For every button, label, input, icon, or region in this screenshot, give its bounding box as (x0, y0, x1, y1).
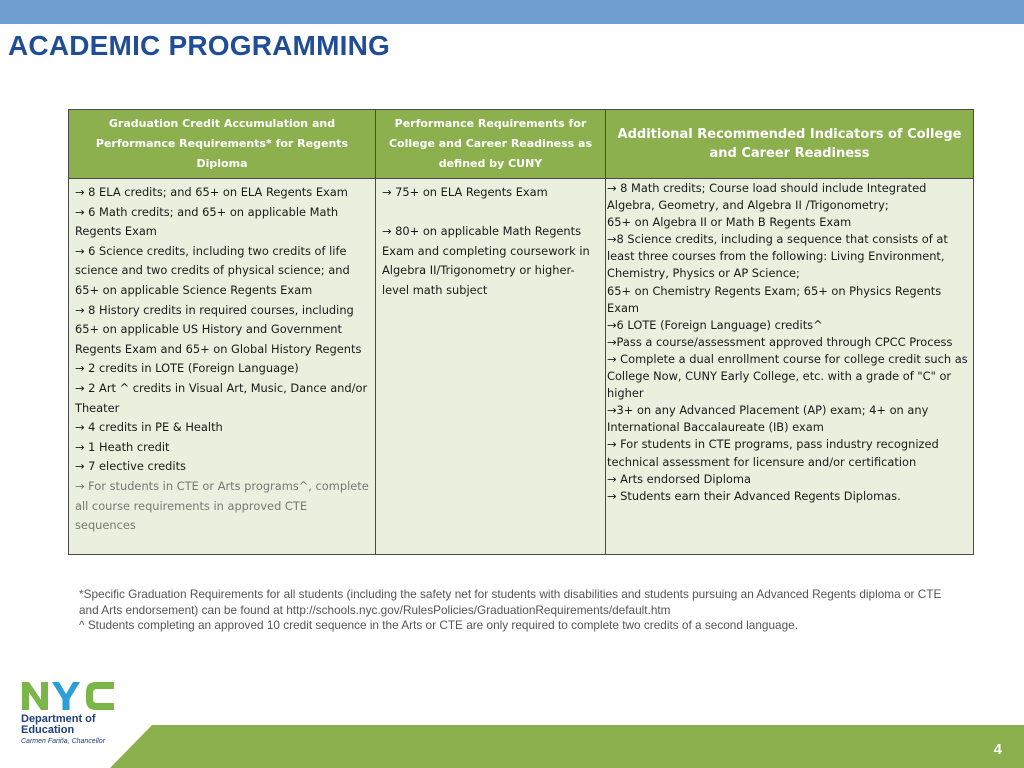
requirement-item: → 6 Science credits, including two credits of life science and two credits of physical science; and 65+ on applicable Science Regents Exam (75, 243, 350, 297)
requirement-item: → 2 credits in LOTE (Foreign Language) (75, 361, 299, 376)
requirement-item: → 6 Math credits; and 65+ on applicable Math Regents Exam (75, 204, 339, 239)
indicator-item: → Arts endorsed Diploma (607, 471, 751, 486)
header-regents-diploma: Graduation Credit Accumulation and Performance Requirements* for Regents Diploma (69, 110, 376, 179)
nyc-wordmark-icon (20, 680, 120, 712)
requirements-table (68, 109, 974, 555)
requirement-item: → 4 credits in PE & Health (75, 420, 223, 435)
requirement-item: → 8 History credits in required courses, including 65+ on applicable US History and Government Regents Exam and 65+ on Global History Regents (75, 302, 362, 356)
table-row (69, 179, 974, 555)
requirement-item: → 2 Art ^ credits in Visual Art, Music, Dance and/or Theater (75, 380, 368, 415)
indicator-item: →8 Science credits, including a sequence that consists of at least three courses from the following: Living Environment, Chemistry, Physics or AP Science; (607, 232, 948, 281)
requirement-item: → 80+ on applicable Math Regents Exam and completing coursework in Algebra II/Trigonometry or higher-level math subject (382, 224, 590, 297)
additional-indicators-cell (606, 179, 974, 555)
indicator-item: 65+ on Chemistry Regents Exam; 65+ on Physics Regents Exam (607, 283, 942, 315)
requirement-item: → 7 elective credits (75, 459, 186, 474)
footnote-graduation-requirements: *Specific Graduation Requirements for all students (including the safety net for students with disabilities and students pursuing an Advanced Regents diploma or CTE and Arts endorsement) can be found at http://schools.nyc.gov/RulesPolicies/GraduationRequirements/default.htm (79, 587, 942, 617)
spacer (382, 203, 599, 223)
requirement-item: → 8 ELA credits; and 65+ on ELA Regents Exam (75, 185, 348, 199)
footnotes (79, 587, 959, 634)
indicator-item: → Complete a dual enrollment course for college credit such as College Now, CUNY Early College, etc. with a grade of "C" or higher (607, 351, 968, 401)
header-additional-indicators: Additional Recommended Indicators of College and Career Readiness (606, 110, 974, 179)
department-name: Department of Education (21, 713, 96, 736)
chancellor-name: Carmen Fariña, Chancellor (21, 738, 106, 745)
footnote-second-language: ^ Students completing an approved 10 credit sequence in the Arts or CTE are only required to complete two credits of a second language. (79, 618, 799, 632)
table-header-row (69, 110, 974, 179)
indicator-item: → Students earn their Advanced Regents Diplomas. (607, 488, 901, 503)
indicator-item: →Pass a course/assessment approved through CPCC Process (607, 334, 953, 349)
indicator-item: → 8 Math credits; Course load should include Integrated Algebra, Geometry, and Algebra II /Trigonometry; (607, 181, 927, 213)
slide-title: ACADEMIC PROGRAMMING (8, 30, 390, 61)
regents-diploma-cell (69, 179, 376, 555)
indicator-item: → For students in CTE programs, pass industry recognized technical assessment for licensure and/or certification (607, 437, 939, 469)
bottom-accent-bar (0, 725, 1024, 768)
requirement-item-cte-arts: → For students in CTE or Arts programs^, complete all course requirements in approved CTE sequences (75, 478, 369, 533)
indicator-item: →6 LOTE (Foreign Language) credits^ (607, 317, 823, 332)
top-accent-bar (0, 0, 1024, 24)
requirement-item: → 75+ on ELA Regents Exam (382, 185, 548, 199)
requirement-item: → 1 Heath credit (75, 439, 170, 454)
indicator-item: 65+ on Algebra II or Math B Regents Exam (607, 215, 852, 230)
page-number: 4 (993, 741, 1002, 758)
cuny-readiness-cell (376, 179, 606, 555)
indicator-item: →3+ on any Advanced Placement (AP) exam; 4+ on any International Baccalaureate (IB) exam (607, 403, 929, 435)
header-cuny-readiness: Performance Requirements for College and Career Readiness as defined by CUNY (376, 110, 606, 179)
